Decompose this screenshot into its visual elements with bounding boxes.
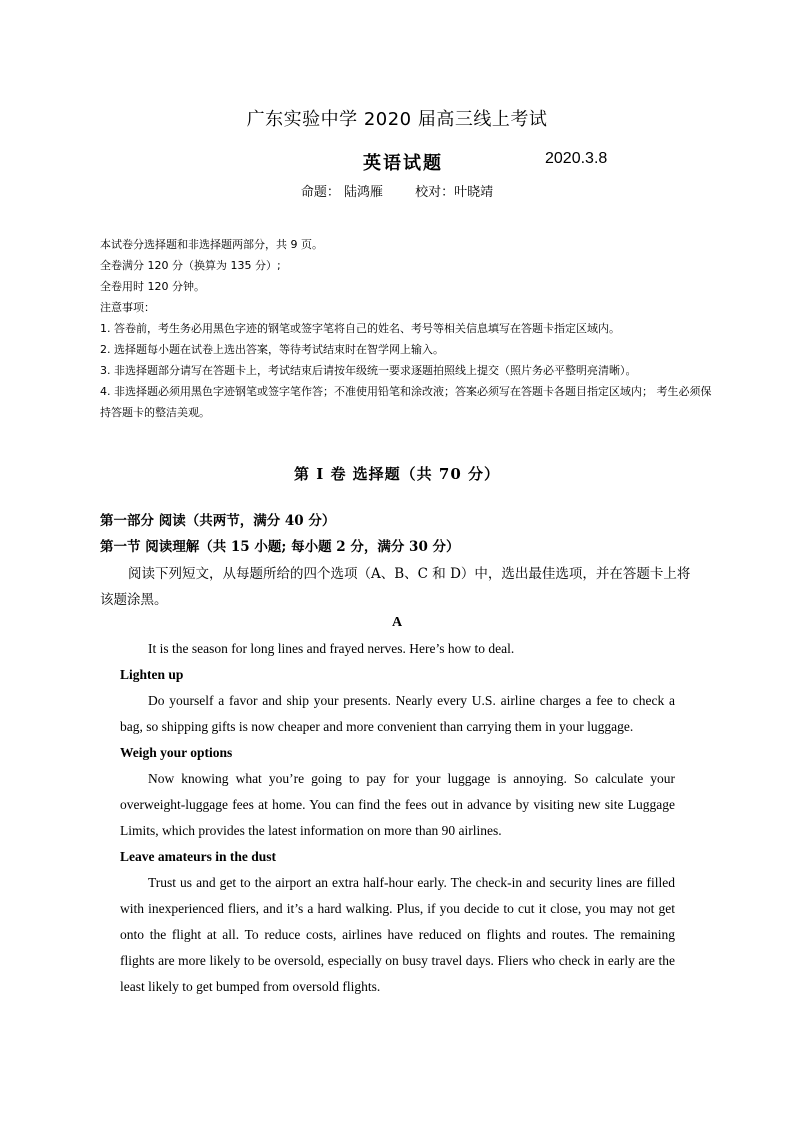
question-setter: 命题： 陆鸿雁 (300, 185, 383, 200)
authors-line (0, 181, 794, 200)
instruction-line: 注意事项： (100, 301, 155, 314)
reading-passage (120, 636, 675, 1000)
passage-paragraph: Trust us and get to the airport an extra half-hour early. The check-in and security lines are filled with inexperienced fliers, and it’s a hard walking. Plus, if you decide to cut it close, you may not get onto the flight at all. To reduce costs, airlines have reduced on flights and routes. The remaining flights are more likely to be oversold, especially on busy travel days. Fliers who check in early are the least likely to get bumped from oversold flights. (120, 875, 675, 994)
passage-label: A (391, 615, 403, 630)
reading-directions: 阅读下列短文，从每题所给的四个选项（A、B、C 和 D）中，选出最佳选项，并在答题卡上将该题涂黑。 (100, 566, 691, 608)
instruction-line: 2. 选择题每小题在试卷上选出答案，等待考试结束时在智学网上输入。 (100, 343, 444, 356)
instruction-line: 4. 非选择题必须用黑色字迹钢笔或签字笔作答；不准使用铅笔和涂改液；答案必须写在答题卡各题目指定区域内； 考生必须保持答题卡的整洁美观。 (100, 385, 712, 419)
part-title: 第一部分 阅读（共两节，满分 40 分） (100, 513, 336, 529)
exam-date: 2020.3.8 (545, 150, 608, 167)
subsection-title: 第一节 阅读理解（共 15 小题; 每小题 2 分，满分 30 分） (100, 539, 460, 555)
instruction-line: 全卷用时 120 分钟。 (100, 280, 205, 293)
instruction-line: 3. 非选择题部分请写在答题卡上，考试结束后请按年级统一要求逐题拍照线上提交（照片务必平整明亮清晰）。 (100, 364, 637, 377)
instruction-line: 全卷满分 120 分（换算为 135 分）; (100, 259, 281, 272)
exam-instructions (100, 234, 715, 423)
instruction-line: 本试卷分选择题和非选择题两部分，共 9 页。 (100, 238, 323, 251)
proofreader: 校对：叶晓靖 (415, 185, 494, 200)
instruction-line: 1. 答卷前，考生务必用黑色字迹的钢笔或签字笔将自己的姓名、考号等相关信息填写在答题卡指定区域内。 (100, 322, 620, 335)
exam-title: 广东实验中学 2020 届高三线上考试 (246, 109, 548, 130)
passage-heading: Lighten up (120, 667, 184, 682)
subject-title: 英语试题 (363, 153, 443, 174)
passage-paragraph: Do yourself a favor and ship your presents. Nearly every U.S. airline charges a fee to check a bag, so shipping gifts is now cheaper and more convenient than carrying them in your luggage. (120, 693, 675, 734)
passage-intro: It is the season for long lines and frayed nerves. Here’s how to deal. (148, 641, 515, 656)
passage-heading: Leave amateurs in the dust (120, 849, 276, 864)
passage-paragraph: Now knowing what you’re going to pay for your luggage is annoying. So calculate your overweight-luggage fees at home. You can find the fees out in advance by visiting new site Luggage Limits, which provides the latest information on more than 90 airlines. (120, 771, 675, 838)
subject-row (0, 149, 794, 173)
section-title: 第 I 卷 选择题（共 70 分） (293, 465, 500, 483)
passage-heading: Weigh your options (120, 745, 233, 760)
